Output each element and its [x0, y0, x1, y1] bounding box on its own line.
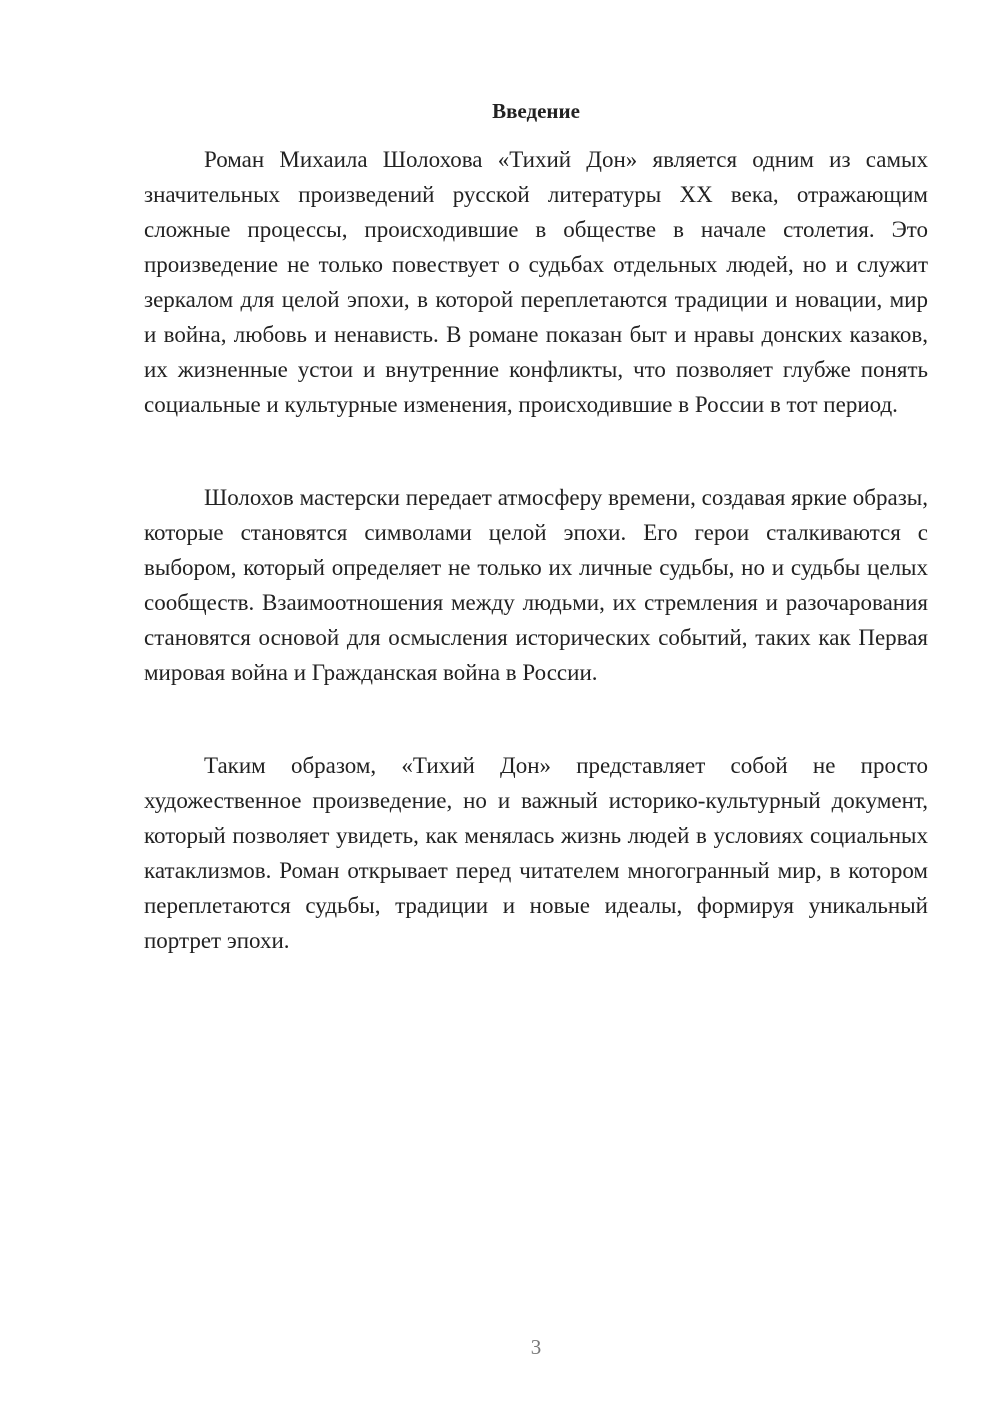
paragraph-3: Таким образом, «Тихий Дон» представляет собой не просто художественное произведение, но и важный историко-культурный документ, который позволяет увидеть, как менялась жизнь людей в условиях социальных катаклизмов. Роман открывает перед читателем многогранный мир, в котором переплетаются судьбы, традиции и новые идеалы, формируя уникальный портрет эпохи. [144, 753, 928, 953]
paragraph-1: Роман Михаила Шолохова «Тихий Дон» является одним из самых значительных произведений русской литературы XX века, отражающим сложные процессы, происходившие в обществе в начале столетия. Это произведение не только повествует о судьбах отдельных людей, но и служит зеркалом для целой эпохи, в которой переплетаются традиции и новации, мир и война, любовь и ненависть. В романе показан быт и нравы донских казаков, их жизненные устои и внутренние конфликты, что позволяет глубже понять социальные и культурные изменения, происходившие в России в тот период. [144, 147, 928, 417]
page-number: 3 [530, 1335, 542, 1359]
section-heading: Введение [492, 99, 580, 123]
paragraph-2: Шолохов мастерски передает атмосферу времени, создавая яркие образы, которые становятся символами целой эпохи. Его герои сталкиваются с выбором, который определяет не только их личные судьбы, но и судьбы целых сообществ. Взаимоотношения между людьми, их стремления и разочарования становятся основой для осмысления исторических событий, таких как Первая мировая война и Гражданская война в России. [144, 485, 928, 685]
